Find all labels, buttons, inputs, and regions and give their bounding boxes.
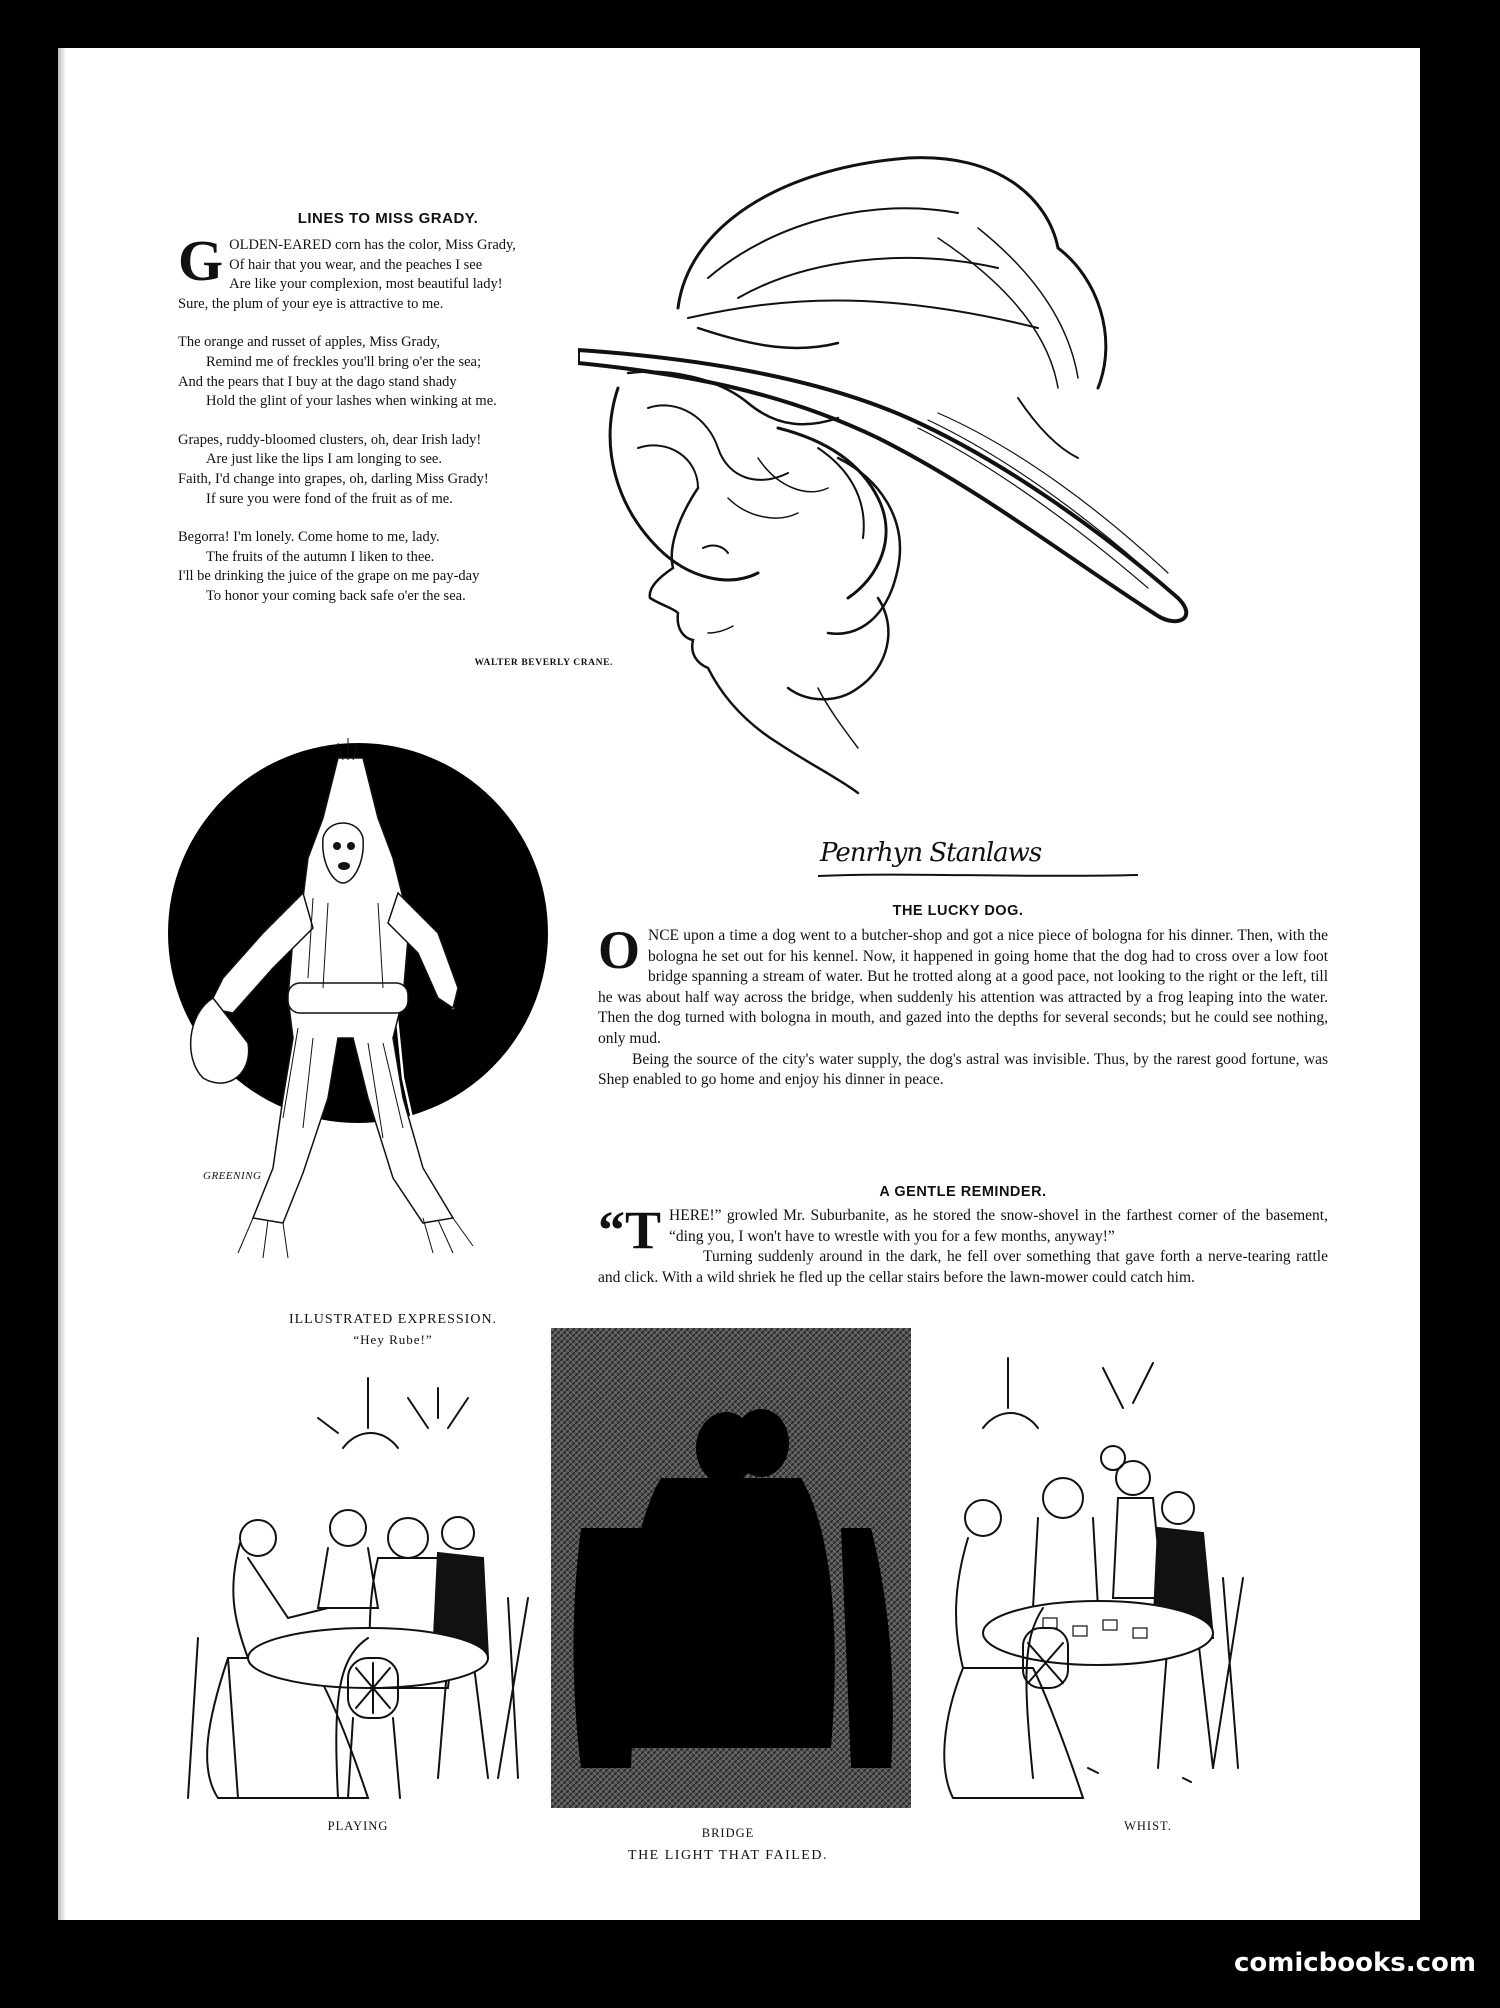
poem-line: Faith, I'd change into grapes, oh, darling Miss Grady! [178, 470, 489, 487]
poem-line: Are like your complexion, most beautiful lady! [229, 276, 503, 293]
gentle-reminder-story [598, 1200, 1328, 1288]
straw-caption-title: ILLUSTRATED EXPRESSION. [288, 1312, 498, 1327]
poem-line: Sure, the plum of your eye is attractive to me. [178, 295, 444, 312]
gentle-reminder-title: A GENTLE REMINDER. [879, 1184, 1047, 1200]
poem-stanza [178, 431, 613, 509]
poem-line: The fruits of the autumn I liken to thee. [206, 548, 435, 565]
poem-line: To honor your coming back safe o'er the sea. [206, 587, 466, 604]
magazine-page [58, 48, 1420, 1920]
straw-man-illustration [153, 698, 593, 1288]
poem-line: Grapes, ruddy-bloomed clusters, oh, dear Irish lady! [178, 431, 482, 448]
story-paragraph: Turning suddenly around in the dark, he fell over something that gave forth a nerve-tearing rattle and click. With a wild shriek he fled up the cellar stairs before the lawn-mower could catch him. [598, 1248, 1328, 1286]
poem-author: WALTER BEVERLY CRANE. [474, 658, 613, 668]
poem-line: OLDEN-EARED corn has the color, Miss Grady, [229, 237, 516, 253]
poem-stanza [178, 528, 613, 606]
caption-main-title: THE LIGHT THAT FAILED. [628, 1848, 828, 1863]
drop-cap-letter: T [625, 1200, 662, 1260]
woman-hat-illustration [578, 128, 1358, 848]
greening-signature: GREENING [203, 1170, 262, 1182]
poem-drop-cap: G [178, 228, 224, 293]
poem-stanza [178, 333, 613, 411]
artist-signature: Penrhyn Stanlaws [820, 838, 1042, 868]
signature-underline [818, 870, 1148, 882]
drop-cap-t [598, 1200, 662, 1260]
page-fold-shadow [58, 48, 66, 1920]
poem-line: If sure you were fond of the fruit as of me. [206, 490, 453, 507]
story-paragraph [598, 1200, 1328, 1260]
poem-stanza [178, 228, 613, 314]
caption-whist: WHIST. [1124, 1819, 1172, 1833]
poem-line: I'll be drinking the juice of the grape on me pay-day [178, 568, 480, 585]
open-quote: “ [598, 1200, 625, 1260]
poem-body [178, 228, 613, 626]
poem-line: The orange and russet of apples, Miss Grady, [178, 334, 441, 351]
playing-cards-illustration [168, 1358, 588, 1808]
story-paragraph: Being the source of the city's water supply, the dog's astral was invisible. Thus, by the rarest good fortune, was Shep enabled to go home and enjoy his dinner in peace. [598, 1050, 1328, 1089]
poem-line: Are just like the lips I am longing to see. [206, 451, 442, 468]
bridge-dark-illustration [551, 1328, 911, 1808]
paragraph-text: NCE upon a time a dog went to a butcher-shop and got a nice piece of bologna for his dinner. Then, with the bologna he set out for his kennel. Now, it happened in going home that the dog had to cross over a low foot bridge spanning a stream of water. But he trotted along at a good pace, not looking to the right or the left, till he was about half way across the bridge, when suddenly his attention was attracted by a frog leaping into the water. Then the dog turned with bologna in mouth, and gazed into the depths for several seconds; but he could see nothing, only mud. [598, 927, 1328, 1047]
poem-line: Of hair that you wear, and the peaches I see [229, 256, 483, 273]
lucky-dog-story [598, 920, 1328, 1091]
poem-line: Remind me of freckles you'll bring o'er the sea; [206, 353, 482, 370]
straw-caption-quote: “Hey Rube!” [353, 1332, 433, 1347]
lucky-dog-title: THE LUCKY DOG. [892, 903, 1024, 919]
story-paragraph [598, 920, 1328, 1050]
drop-cap-o: O [598, 920, 641, 980]
poem-title: LINES TO MISS GRADY. [297, 210, 479, 227]
caption-bridge: BRIDGE [701, 1826, 755, 1840]
source-watermark: comicbooks.com [1233, 1948, 1476, 1978]
caption-playing: PLAYING [327, 1819, 389, 1833]
poem-line: And the pears that I buy at the dago stand shady [178, 373, 457, 390]
poem-line: Hold the glint of your lashes when winking at me. [206, 393, 497, 410]
whist-cards-illustration [923, 1348, 1333, 1808]
poem-line: Begorra! I'm lonely. Come home to me, lady. [178, 529, 440, 546]
paragraph-text: HERE!” growled Mr. Suburbanite, as he stored the snow-shovel in the farthest corner of the basement, “ding you, I won't have to wrestle with you for a few months, anyway!” [669, 1207, 1328, 1245]
